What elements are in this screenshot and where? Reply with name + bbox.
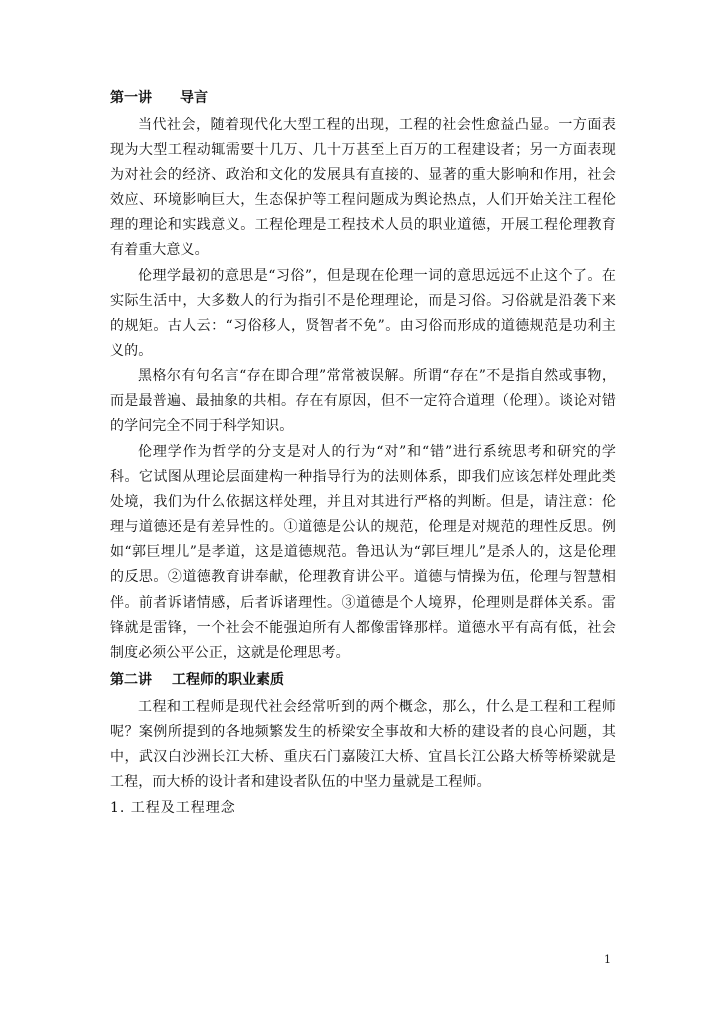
section-label: 第二讲 bbox=[110, 672, 152, 688]
section-title: 导言 bbox=[180, 90, 208, 106]
section-heading-2 bbox=[110, 666, 616, 695]
section-label: 第一讲 bbox=[110, 90, 152, 106]
paragraph: 黑格尔有句名言“存在即合理”常常被误解。所谓“存在”不是指自然或事物，而是最普遍、最抽象的共相。存在有原因，但不一定符合道理（伦理）。谈论对错的学问完全不同于科学知识。 bbox=[110, 368, 616, 435]
paragraph: 当代社会，随着现代化大型工程的出现，工程的社会性愈益凸显。一方面表现为大型工程动辄需要十几万、几十万甚至上百万的工程建设者；另一方面表现为对社会的经济、政治和文化的发展具有直接的、显著的重大影响和作用，社会效应、环境影响巨大，生态保护等工程问题成为舆论热点，人们开始关注工程伦理的理论和实践意义。工程伦理是工程技术人员的职业道德，开展工程伦理教育有着重大意义。 bbox=[110, 117, 616, 259]
page-number: 1 bbox=[604, 953, 611, 966]
section-title: 工程师的职业素质 bbox=[172, 672, 284, 688]
document-page bbox=[110, 84, 616, 821]
section-heading-1 bbox=[110, 84, 616, 113]
paragraph: 伦理学作为哲学的分支是对人的行为“对”和“错”进行系统思考和研究的学科。它试图从理论层面建构一种指导行为的法则体系，即我们应该怎样处理此类处境，我们为什么依据这样处理，并且对其进行严格的判断。但是，请注意：伦理与道德还是有差异性的。①道德是公认的规范，伦理是对规范的理性反思。例如“郭巨埋儿”是孝道，这是道德规范。鲁迅认为“郭巨埋儿”是杀人的，这是伦理的反思。②道德教育讲奉献，伦理教育讲公平。道德与情操为伍，伦理与智慧相伴。前者诉诸情感，后者诉诸理性。③道德是个人境界，伦理则是群体关系。雷锋就是雷锋，一个社会不能强迫所有人都像雷锋那样。道德水平有高有低，社会制度必须公平公正，这就是伦理思考。 bbox=[110, 444, 616, 661]
subheading: 1. 工程及工程理念 bbox=[110, 800, 236, 816]
paragraph: 工程和工程师是现代社会经常听到的两个概念，那么，什么是工程和工程师呢？案例所提到的各地频繁发生的桥梁安全事故和大桥的建设者的良心问题，其中，武汉白沙洲长江大桥、重庆石门嘉陵江大桥、宜昌长江公路大桥等桥梁就是工程，而大桥的设计者和建设者队伍的中坚力量就是工程师。 bbox=[110, 699, 616, 791]
paragraph: 伦理学最初的意思是“习俗”，但是现在伦理一词的意思远远不止这个了。在实际生活中，大多数人的行为指引不是伦理理论，而是习俗。习俗就是沿袭下来的规矩。古人云：“习俗移人，贤智者不免”。由习俗而形成的道德规范是功利主义的。 bbox=[110, 268, 616, 360]
